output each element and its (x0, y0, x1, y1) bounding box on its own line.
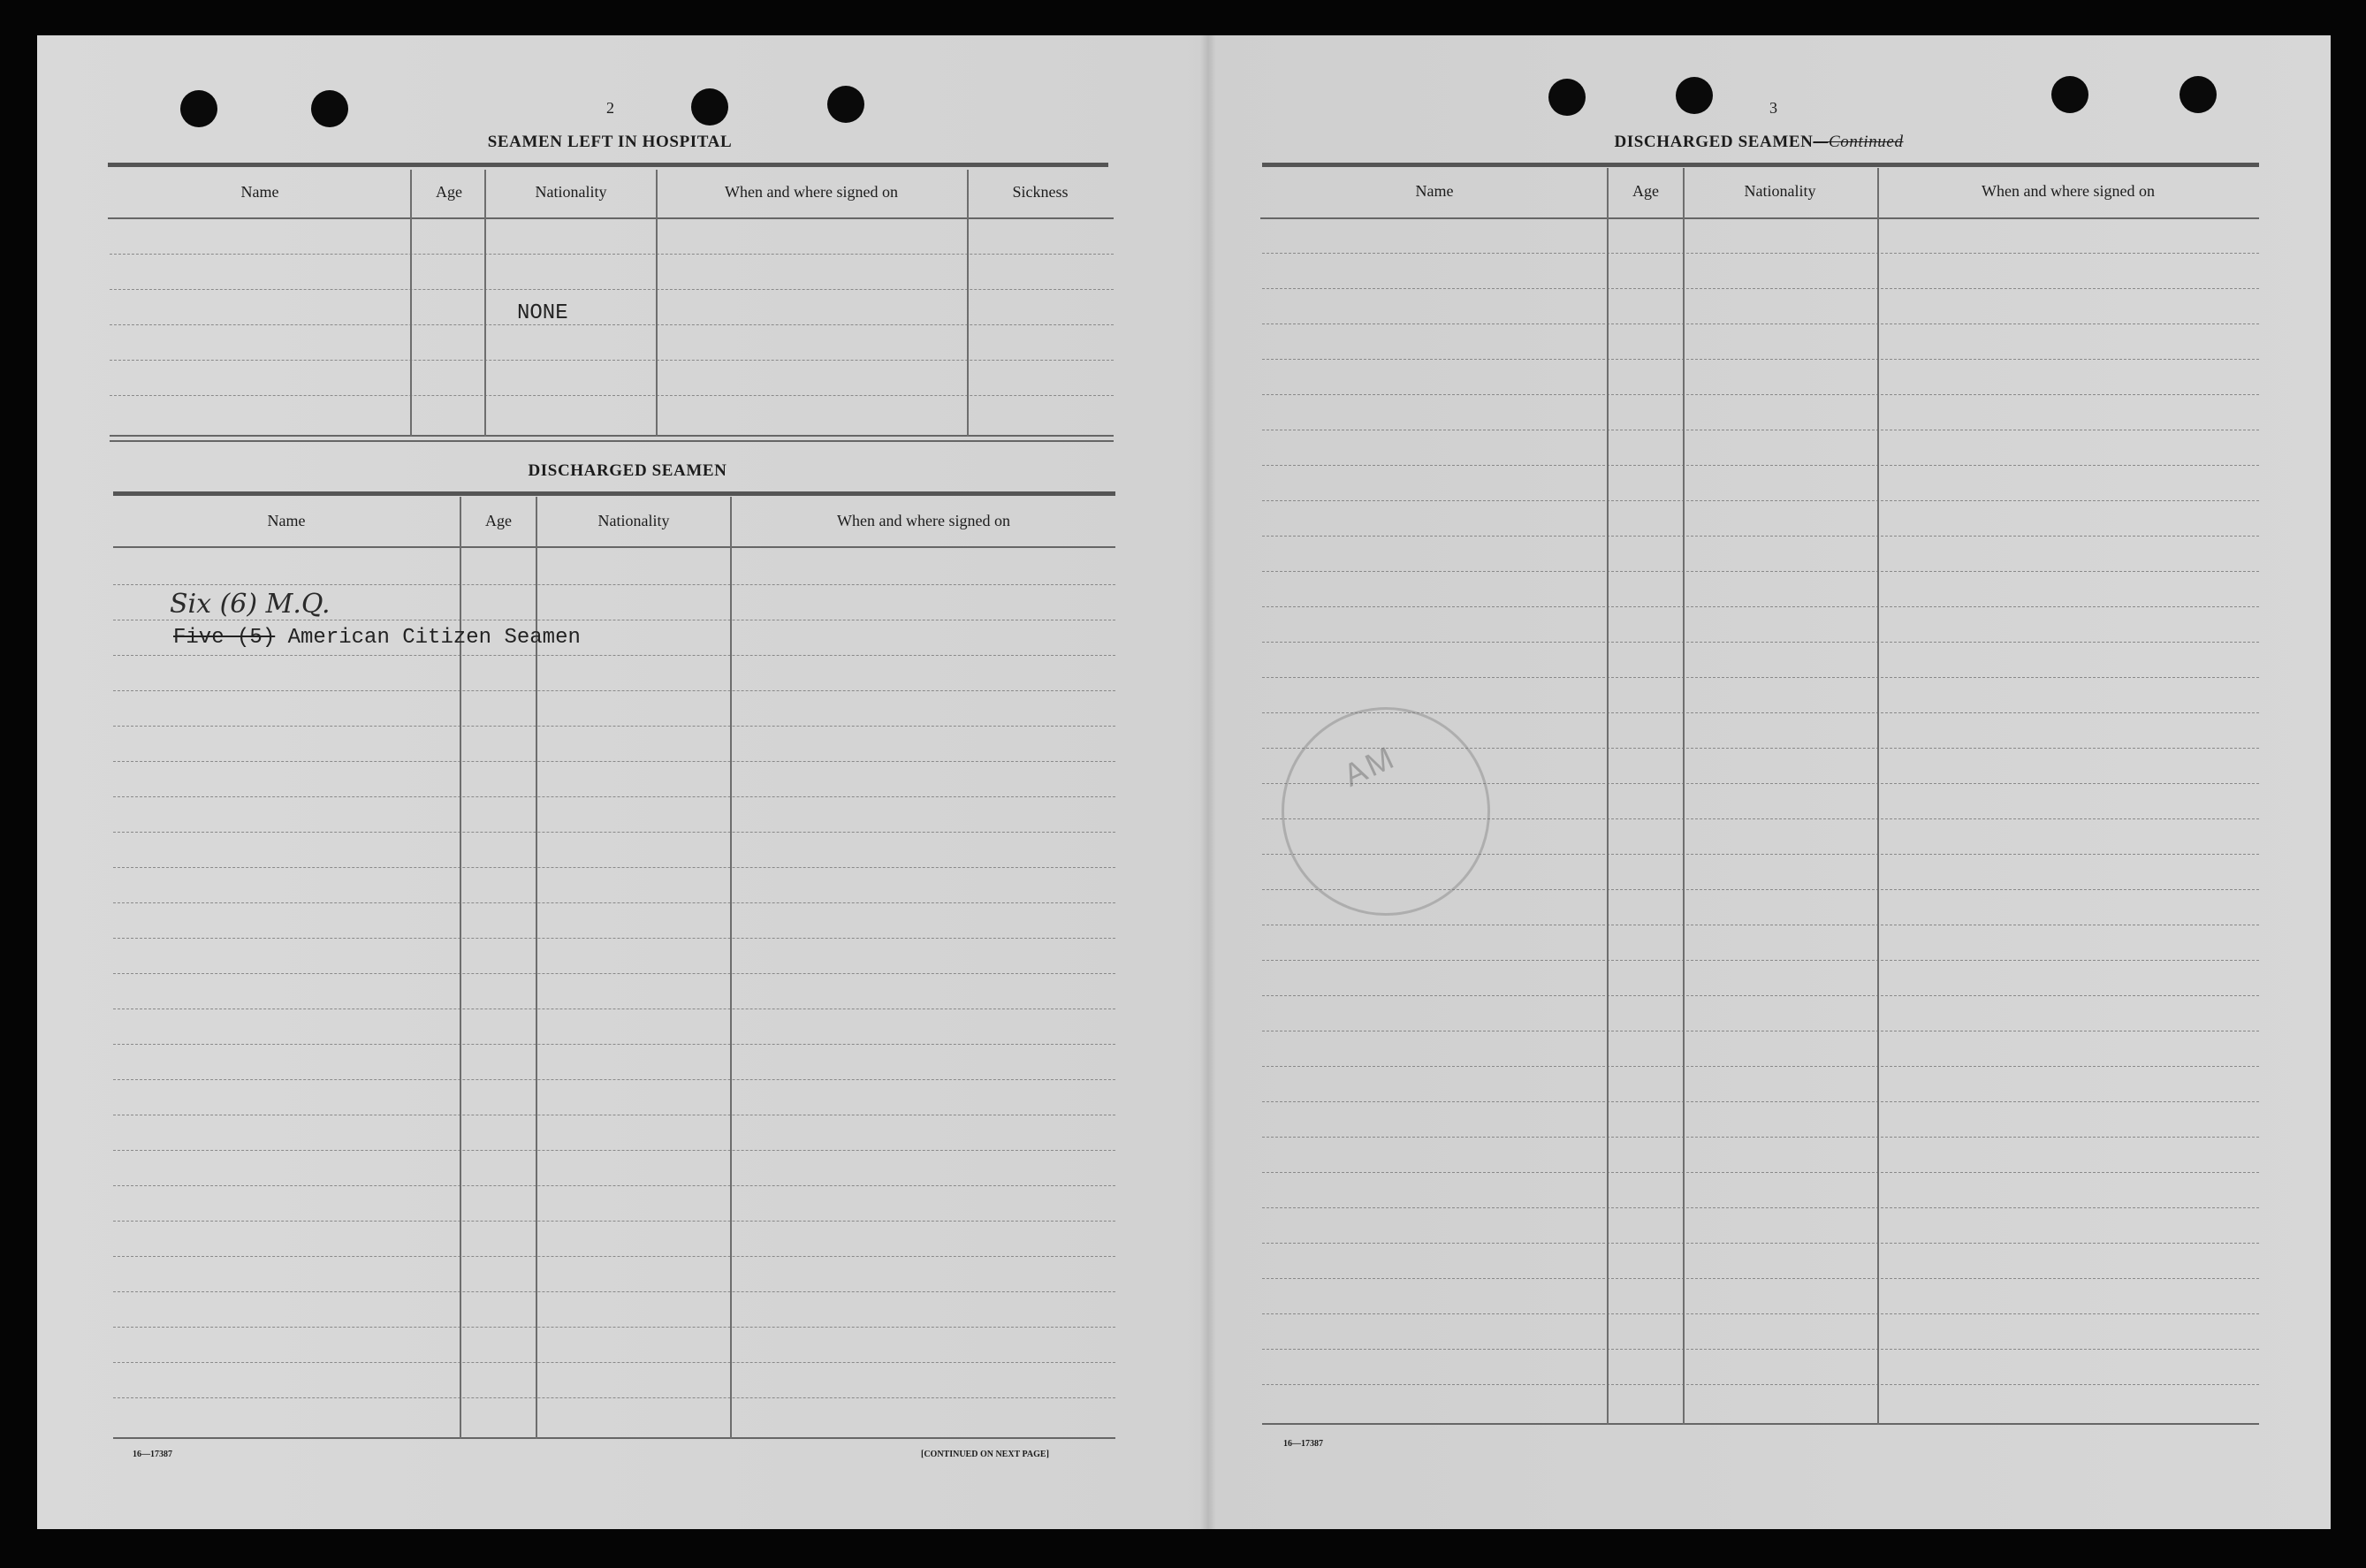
right-top-rule (1262, 163, 2259, 167)
ruled-line (113, 832, 1115, 833)
page-number-left: 2 (606, 99, 614, 117)
right-divider (1877, 168, 1879, 1425)
discharged-entry (173, 626, 581, 650)
handwritten-correction: Six (6) M.Q. (170, 589, 331, 620)
ruled-line (1262, 359, 2259, 361)
hospital-header-rule (108, 217, 1114, 219)
ruled-line (113, 796, 1115, 798)
ruled-line (1262, 1349, 2259, 1351)
ruled-line (1262, 500, 2259, 502)
hospital-col-name: Name (240, 183, 279, 201)
right-col-signed-on: When and where signed on (1982, 182, 2155, 200)
ruled-line (1262, 1101, 2259, 1103)
right-col-name: Name (1415, 182, 1454, 200)
discharged-section-title: DISCHARGED SEAMEN (528, 461, 727, 480)
ruled-line (1262, 642, 2259, 643)
document-sheet (37, 35, 2331, 1529)
ruled-line (113, 761, 1115, 763)
punch-hole (2180, 76, 2217, 113)
ruled-line (113, 1079, 1115, 1081)
ruled-line (113, 1115, 1115, 1116)
hospital-divider (967, 170, 969, 437)
hospital-entry-none: NONE (517, 301, 568, 325)
ruled-line (1262, 1172, 2259, 1174)
ruled-line (113, 1221, 1115, 1222)
ruled-line (113, 902, 1115, 904)
ruled-line (1262, 960, 2259, 962)
punch-hole (1676, 77, 1713, 114)
hospital-col-nationality: Nationality (535, 183, 607, 201)
discharged-cont-title-text: DISCHARGED SEAMEN (1614, 133, 1814, 151)
right-header-rule (1260, 217, 2259, 219)
continued-note: [CONTINUED ON NEXT PAGE] (921, 1450, 1049, 1459)
right-col-age: Age (1632, 182, 1659, 200)
ruled-line (1262, 430, 2259, 431)
ruled-line (113, 867, 1115, 869)
ruled-line (1262, 253, 2259, 255)
ruled-line (113, 655, 1115, 657)
discharged-col-age: Age (485, 512, 512, 529)
hospital-section-title: SEAMEN LEFT IN HOSPITAL (487, 133, 733, 151)
ruled-line (110, 289, 1114, 291)
punch-hole (311, 90, 348, 127)
ruled-line (1262, 323, 2259, 325)
page-fold (1200, 35, 1216, 1529)
ruled-line (113, 584, 1115, 586)
ruled-line (1262, 606, 2259, 608)
ruled-line (110, 254, 1114, 255)
ruled-line (1262, 394, 2259, 396)
ruled-line (1262, 465, 2259, 467)
discharged-col-signed-on: When and where signed on (837, 512, 1010, 529)
ruled-line (1262, 1313, 2259, 1315)
right-divider (1683, 168, 1685, 1425)
stamp-text: AM (1337, 738, 1402, 794)
ruled-line (110, 324, 1114, 326)
discharged-divider (730, 497, 732, 1439)
ruled-line (1262, 1243, 2259, 1245)
ruled-line (113, 620, 1115, 621)
hospital-top-rule (108, 163, 1108, 167)
ruled-line (1262, 288, 2259, 290)
ruled-line (113, 1044, 1115, 1046)
punch-hole (180, 90, 217, 127)
form-number-right: 16—17387 (1283, 1439, 1323, 1449)
ruled-line (113, 1327, 1115, 1328)
punch-hole (691, 88, 728, 126)
ruled-line (110, 395, 1114, 397)
hospital-col-sickness: Sickness (1012, 183, 1069, 201)
ruled-line (1262, 1066, 2259, 1068)
ruled-line (1262, 925, 2259, 926)
discharged-bottom-rule (113, 1437, 1115, 1439)
ruled-line (113, 1362, 1115, 1364)
discharged-entry-text: American Citizen Seamen (275, 626, 581, 650)
discharged-cont-suffix: —Continued (1813, 133, 1904, 151)
struck-count: Five (5) (173, 626, 276, 650)
discharged-top-rule (113, 491, 1115, 496)
hospital-col-signed-on: When and where signed on (725, 183, 898, 201)
hospital-col-age: Age (436, 183, 462, 201)
right-col-nationality: Nationality (1744, 182, 1816, 200)
hospital-divider (484, 170, 486, 437)
ruled-line (113, 1185, 1115, 1187)
ruled-line (113, 938, 1115, 940)
ruled-line (1262, 1278, 2259, 1280)
ruled-line (1262, 677, 2259, 679)
discharged-col-name: Name (267, 512, 306, 529)
ruled-line (113, 1256, 1115, 1258)
ruled-line (110, 360, 1114, 362)
punch-hole (827, 86, 864, 123)
ruled-line (1262, 571, 2259, 573)
ruled-line (113, 1291, 1115, 1293)
ruled-line (1262, 1207, 2259, 1209)
ruled-line (113, 1150, 1115, 1152)
discharged-col-nationality: Nationality (597, 512, 670, 529)
ruled-line (1262, 536, 2259, 537)
ruled-line (113, 973, 1115, 975)
form-number-left: 16—17387 (133, 1450, 172, 1459)
right-bottom-rule (1262, 1423, 2259, 1425)
hospital-divider (410, 170, 412, 437)
right-divider (1607, 168, 1609, 1425)
ruled-line (113, 690, 1115, 692)
discharged-header-rule (113, 546, 1115, 548)
hospital-bottom-rule-2 (110, 440, 1114, 442)
ruled-line (113, 726, 1115, 727)
ruled-line (1262, 1137, 2259, 1138)
punch-hole (1548, 79, 1586, 116)
hospital-bottom-rule (110, 435, 1114, 437)
page-number-right: 3 (1769, 99, 1777, 117)
hospital-divider (656, 170, 658, 437)
ruled-line (113, 1397, 1115, 1399)
ruled-line (1262, 1384, 2259, 1386)
ruled-line (1262, 1031, 2259, 1032)
ruled-line (113, 1009, 1115, 1010)
ruled-line (1262, 995, 2259, 997)
discharged-cont-title (1556, 133, 1962, 152)
punch-hole (2051, 76, 2088, 113)
